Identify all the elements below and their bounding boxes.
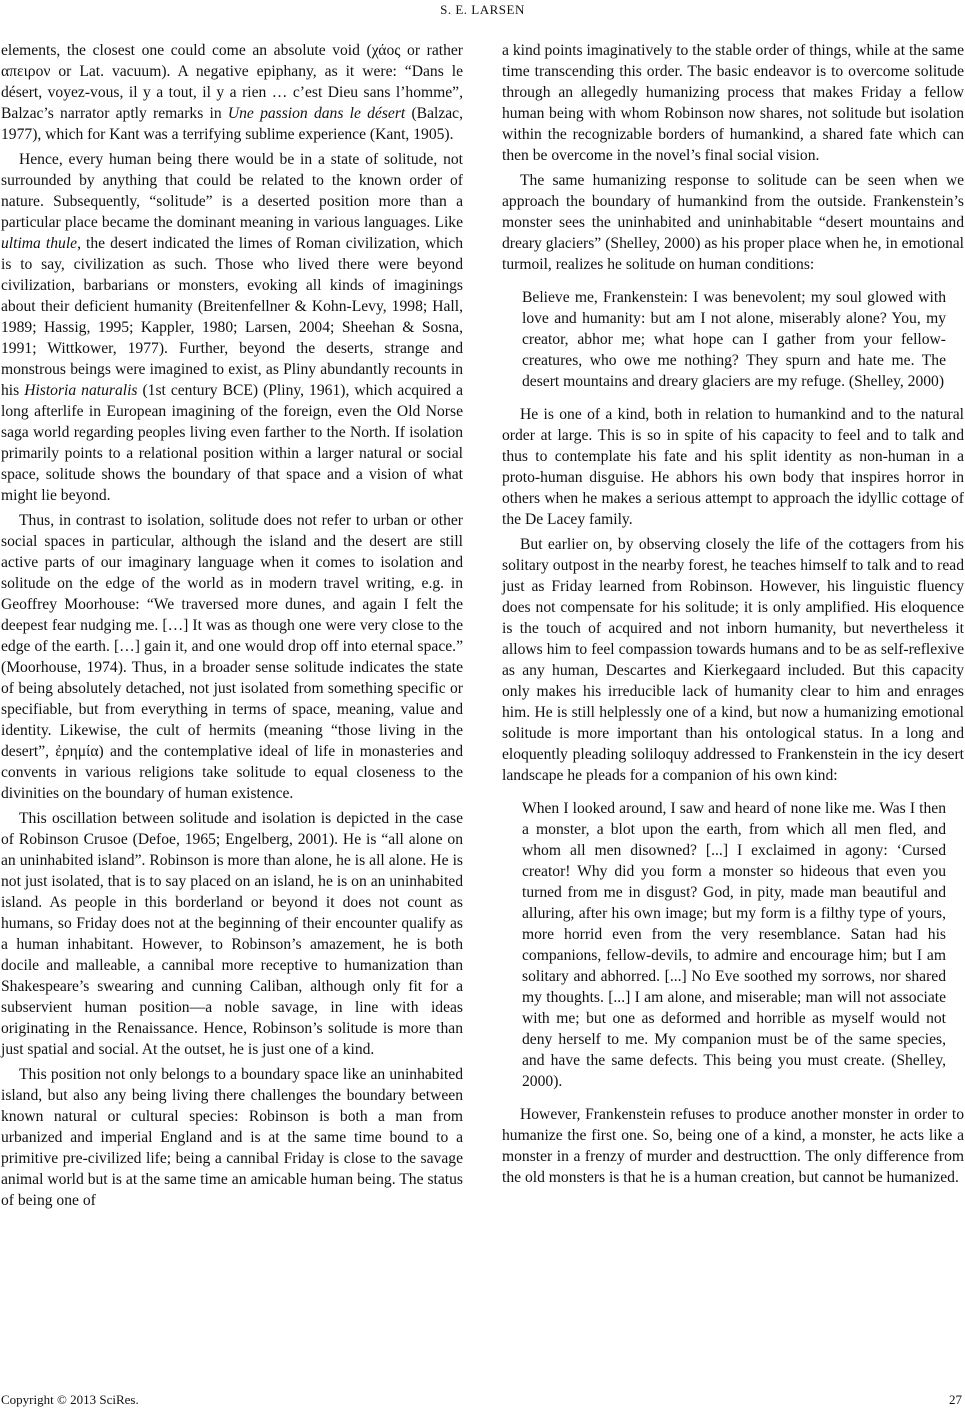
body-paragraph [502,1104,964,1188]
text-run: The same humanizing response to solitude can be seen when we approach the boundary of humankind from the outside. Frankenstein’s monster sees the uninhabited and uninhabitable “desert mountains and dreary glaciers” (Shelley, 2000) as his proper place when he, in emotional turmoil, realizes he solitude on human conditions: [502,172,964,273]
body-paragraph [502,404,964,530]
text-run: This oscillation between solitude and isolation is depicted in the case of Robinson Crusoe (Defoe, 1965; Engelberg, 2001). He is “all alone on an uninhabited island”. Robinson is more than alone, he is all alone. He is not just isolated, that is to say placed on an island, he is on an uninhabited island. As people in this borderland or beyond it does not count as humans, so Friday does not at the beginning of their encounter qualify as a human inhabitant. However, to Robinson’s amazement, he is both docile and malleable, a cannibal more receptive to humanization than Shakespeare’s swearing and cunning Caliban, although only fit for a subservient human position—a noble savage, in line with ideas originating in the Renaissance. Hence, Robinson’s solitude is more than just spatial and social. At the outset, he is just one of a kind. [1,810,463,1058]
text-run: a kind points imaginatively to the stable order of things, while at the same time transcending this order. The basic endeavor is to overcome solitude through an allegedly humanizing process that makes Friday a fellow human being with whom Robinson now shares, not solitude but isolation within the recognizable borders of humankind, a shared fate which can then be overcome in the novel’s final social vision. [502,42,964,164]
running-head: S. E. LARSEN [440,2,525,17]
body-paragraph [1,510,463,804]
copyright-notice: Copyright © 2013 SciRes. [1,1392,139,1407]
body-paragraph [1,808,463,1060]
text-run: When I looked around, I saw and heard of none like me. Was I then a monster, a blot upon the earth, from which all men fled, and whom all men disowned? [...] I exclaimed in agony: ‘Cursed creator! Why did you form a monster so hideous that even you turned from me in disgust? God, in pity, made man beautiful and alluring, after his own image; but my form is a filthy type of yours, more horrid even from the very resemblance. Satan had his companions, fellow-devils, to admire and encourage him; but I am solitary and abhorred. [...] No Eve soothed my sorrows, nor shared my thoughts. [...] I am alone, and miserable; man will not associate with me; but one as deformed and horrible as myself would not deny herself to me. My companion must be of the same species, and have the same defects. This being you must create. (Shelley, 2000). [522,800,946,1090]
text-run: However, Frankenstein refuses to produce another monster in order to humanize the first one. So, being one of a kind, a monster, he acts like a monster in a frenzy of murder and destructtion. The only difference from the old monsters is that he is a human creation, but cannot be humanized. [502,1106,964,1186]
page-number: 27 [949,1392,962,1407]
body-paragraph [1,40,463,145]
text-run: Thus, in contrast to isolation, solitude does not refer to urban or other social spaces in particular, although the island and the desert are still active parts of our imaginary language when it comes to isolation and solitude on the edge of the world as in modern travel writing, e.g. in Geoffrey Moorhouse: “We traversed more dunes, and again I felt the deepest fear nudging me. […] It was as though one were very close to the edge of the earth. […] gain it, and one would drop off into eternal space.” (Moorhouse, 1974). Thus, in a broader sense solitude indicates the state of being absolutely detached, not just isolated from something specific or specifiable, but from everything in terms of space, meaning, value and identity. Likewise, the cult of hermits (meaning “those living in the desert”, ἐρημία) and the contemplative ideal of life in monasteries and convents in various religions take solitude to equal closeness to the divinities on the boundary of human existence. [1,512,463,802]
body-paragraph [502,40,964,166]
italic-text: ultima thule [1,235,78,252]
text-run: He is one of a kind, both in relation to humankind and to the natural order at large. This is so in spite of his capacity to feel and to talk and thus to contemplate his fate and his split identity as non-human in a proto-human disguise. He abhors his own body that inspires horror in others when he makes a serious attempt to approach the idyllic cottage of the De Lacey family. [502,406,964,528]
right-column [502,40,964,1192]
text-run: , the desert indicated the limes of Roman civilization, which is to say, civilization as such. Those who lived there were beyond civilization, barbarians or monsters, evoking all kinds of imaginings about their deficient humanity (Breitenfellner & Kohn-Levy, 1998; Hall, 1989; Hassig, 1995; Kappler, 1980; Larsen, 2004; Sheehan & Sosna, 1991; Wittkower, 1977). Further, beyond the deserts, strange and monstrous beings were imagined to exist, as Pliny abundantly recounts in his [1,235,463,399]
body-paragraph [502,170,964,275]
block-quote [522,287,946,392]
text-run: Believe me, Frankenstein: I was benevolent; my soul glowed with love and humanity: but am I not alone, miserably alone? You, my creator, abhor me; what hope can I gather from your fellow-creatures, who owe me nothing? They spurn and hate me. The desert mountains and dreary glaciers are my refuge. (Shelley, 2000) [522,289,946,390]
text-run: Hence, every human being there would be in a state of solitude, not surrounded by anything that could be related to the known order of nature. Subsequently, “solitude” is a deserted position more than a particular place became the dominant meaning in various languages. Like [1,151,463,231]
italic-text: Historia naturalis [24,382,138,399]
text-run: But earlier on, by observing closely the life of the cottagers from his solitary outpost in the nearby forest, he teaches himself to talk and to read just as Friday learned from Robinson. However, his linguistic fluency does not compensate for his solitude; it is only amplified. His eloquence is the touch of acquired and not inborn humanity, but nevertheless it allows him to feel compassion towards humans and to be as self-reflexive as any human, Descartes and Kierkegaard included. But this capacity only makes his irreducible lack of humanity clear to him and enrages him. He is still helplessly one of a kind, but now a humanizing emotional solitude is more important than his ontological status. In a long and eloquently pleading soliloquy addressed to Frankenstein in the icy desert landscape he pleads for a companion of his own kind: [502,536,964,784]
italic-text: Une passion dans le désert [227,105,406,122]
body-paragraph [1,149,463,506]
text-run: (1st century BCE) (Pliny, 1961), which acquired a long afterlife in European imagining of the foreign, even the Old Norse saga world regarding peoples living even farther to the North. If isolation primarily points to a relational position within a larger natural or social space, solitude shows the boundary of that space and a vision of what might lie beyond. [1,382,463,504]
left-column [1,40,463,1215]
body-paragraph [502,534,964,786]
block-quote [522,798,946,1092]
body-paragraph [1,1064,463,1211]
text-run: elements, the closest one could come an absolute void (χάος or rather απειρον or Lat. vacuum). A negative epiphany, as it were: “Dans le désert, voyez-vous, il y a tout, il y a rien … c’est Dieu sans l’homme”, Balzac’s narrator aptly remarks in [1,42,463,122]
text-run: (Balzac, 1977), which for Kant was a terrifying sublime experience (Kant, 1905). [1,105,463,143]
text-run: This position not only belongs to a boundary space like an uninhabited island, but also any being living there challenges the boundary between known natural or cultural species: Robinson is both a man from urbanized and imperial England and is at the same time bound to a primitive pre-civilized life; being a cannibal Friday is close to the savage animal world but is at the same time an amicable human being. The status of being one of [1,1066,463,1209]
